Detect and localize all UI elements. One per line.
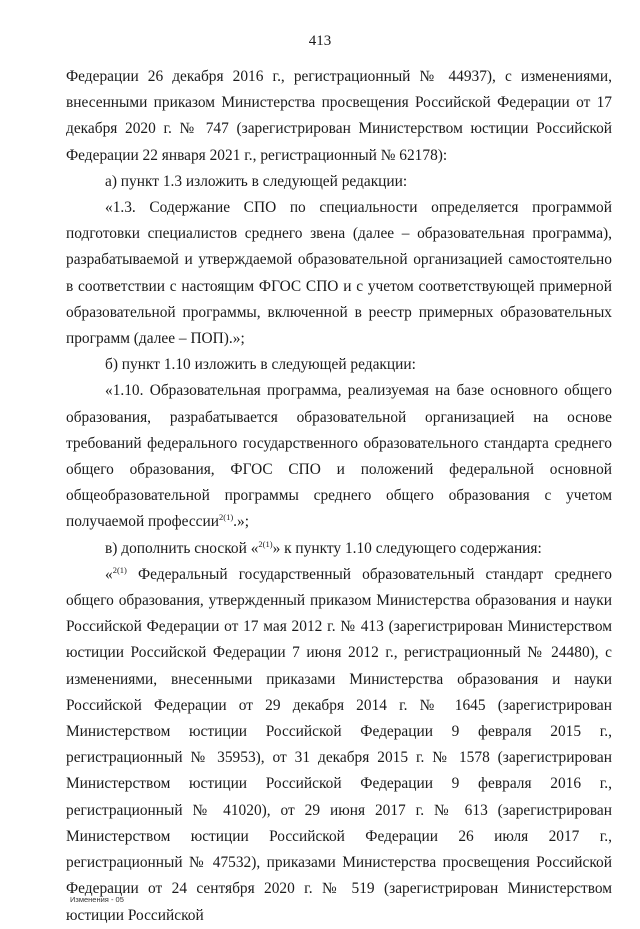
- paragraph-item-a: а) пункт 1.3 изложить в следующей редакции:: [105, 172, 408, 190]
- paragraph-clause-1-10: [66, 378, 612, 535]
- paragraph-clause-1-3: «1.3. Содержание СПО по специальности определяется программой подготовки специалистов среднего звена (далее – образовательная программа), разрабатываемой и утверждаемой образовательной организацией самостоятельно в соответствии с настоящим ФГОС СПО и с учетом соответствующей примерной образовательной программы, включенной в реестр примерных образовательных программ (далее – ПОП).»;: [66, 199, 612, 348]
- item-v-end: » к пункту 1.10 следующего содержания:: [272, 539, 542, 557]
- page-number: 413: [308, 33, 332, 49]
- paragraph-item-v: [66, 536, 612, 562]
- item-v-start: в) дополнить сноской «: [105, 539, 259, 557]
- paragraph-continuation: Федерации 26 декабря 2016 г., регистрационный № 44937), с изменениями, внесенными приказом Министерства просвещения Российской Федерации от 17 декабря 2020 г. № 747 (зарегистрирован Министерством юстиции Российской Федерации 22 января 2021 г., регистрационный № 62178):: [66, 68, 612, 164]
- footnote-open-quote: «: [105, 565, 113, 583]
- footnote-body: Федеральный государственный образовательный стандарт среднего общего образования, утвержденный приказом Министерства образования и науки Российской Федерации от 17 мая 2012 г. № 413 (зарегистрирован Министерством юстиции Российской Федерации 7 июня 2012 г., регистрационный № 24480), с изменениями, внесенными приказами Министерства образования и науки Российской Федерации от 29 декабря 2014 г. № 1645 (зарегистрирован Министерством юстиции Российской Федерации 9 февраля 2015 г., регистрационный № 35953), от 31 декабря 2015 г. № 1578 (зарегистрирован Министерством юстиции Российской Федерации 9 февраля 2016 г., регистрационный № 41020), от 29 июня 2017 г. № 613 (зарегистрирован Министерством юстиции Российской Федерации 26 июля 2017 г., регистрационный № 47532), приказами Министерства просвещения Российской Федерации от 24 сентября 2020 г. № 519 (зарегистрирован Министерством юстиции Российской: [66, 565, 612, 924]
- footnote-ref: 2(1): [258, 538, 273, 549]
- footer-revision-label: Изменения - 05: [70, 895, 124, 904]
- document-body: [66, 64, 612, 929]
- footnote-marker: 2(1): [112, 564, 127, 575]
- clause-1-10-end: .»;: [233, 513, 249, 531]
- clause-1-10-text: «1.10. Образовательная программа, реализуемая на базе основного общего образования, разрабатывается образовательной организацией на основе требований федерального государственного образовательного стандарта среднего общего образования, ФГОС СПО и положений федеральной основной общеобразовательной программы среднего общего образования с учетом получаемой профессии: [66, 382, 612, 531]
- footnote-ref: 2(1): [218, 512, 234, 523]
- paragraph-item-b: б) пункт 1.10 изложить в следующей редакции:: [105, 356, 416, 374]
- paragraph-footnote-text: [66, 562, 612, 929]
